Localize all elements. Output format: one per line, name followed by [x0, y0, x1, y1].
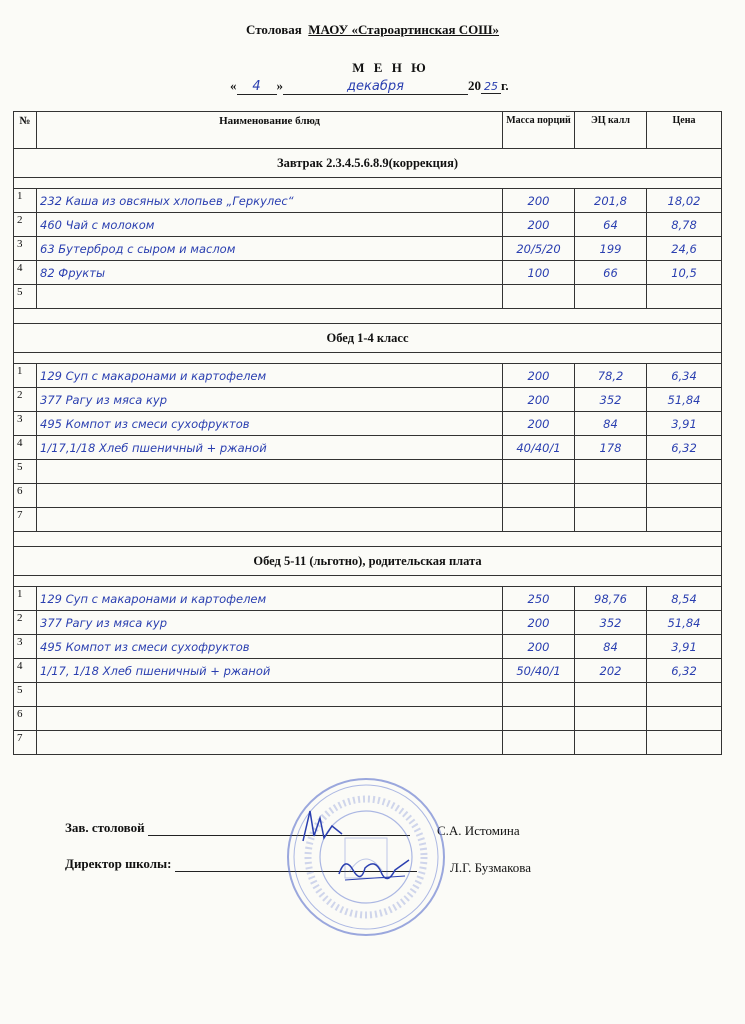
row-number: 5 [14, 460, 37, 484]
portion-mass [503, 707, 575, 731]
price [647, 285, 722, 309]
table-row [14, 683, 722, 707]
row-number: 6 [14, 484, 37, 508]
date-day: 4 [237, 79, 277, 95]
portion-mass [503, 285, 575, 309]
energy-kcal [575, 683, 647, 707]
portion-mass: 40/40/1 [503, 436, 575, 460]
column-header-price: Цена [647, 112, 722, 149]
dish-name: 1/17,1/18 Хлеб пшеничный + ржаной [37, 436, 503, 460]
portion-mass: 200 [503, 213, 575, 237]
energy-kcal: 98,76 [575, 587, 647, 611]
section-spacer [14, 309, 722, 324]
price: 8,54 [647, 587, 722, 611]
price: 3,91 [647, 635, 722, 659]
table-row [14, 484, 722, 508]
row-number: 4 [14, 436, 37, 460]
section-header-row [14, 149, 722, 178]
section-spacer [14, 178, 722, 189]
row-number: 6 [14, 707, 37, 731]
section-title: Обед 1-4 класс [14, 324, 722, 353]
table-header-row [14, 112, 722, 149]
portion-mass: 250 [503, 587, 575, 611]
table-row [14, 261, 722, 285]
table-row [14, 388, 722, 412]
section-spacer [14, 532, 722, 547]
dish-name [37, 285, 503, 309]
portion-mass [503, 508, 575, 532]
table-row [14, 213, 722, 237]
column-header-dish: Наименование блюд [37, 112, 503, 149]
price: 6,32 [647, 436, 722, 460]
price [647, 731, 722, 755]
dish-name: 377 Рагу из мяса кур [37, 388, 503, 412]
section-spacer [14, 576, 722, 587]
portion-mass: 20/5/20 [503, 237, 575, 261]
energy-kcal: 199 [575, 237, 647, 261]
dish-name: 495 Компот из смеси сухофруктов [37, 412, 503, 436]
portion-mass [503, 484, 575, 508]
table-row [14, 237, 722, 261]
price: 24,6 [647, 237, 722, 261]
portion-mass: 200 [503, 611, 575, 635]
section-spacer [14, 353, 722, 364]
price: 6,32 [647, 659, 722, 683]
canteen-head-name: С.А. Истомина [437, 823, 520, 838]
energy-kcal [575, 285, 647, 309]
row-number: 1 [14, 587, 37, 611]
table-row [14, 611, 722, 635]
document-header [0, 22, 745, 38]
energy-kcal [575, 484, 647, 508]
energy-kcal [575, 707, 647, 731]
date-year-prefix: 20 [468, 78, 481, 93]
date-year-unit: г. [501, 78, 509, 93]
section-title: Завтрак 2.3.4.5.6.8.9(коррекция) [14, 149, 722, 178]
energy-kcal: 84 [575, 635, 647, 659]
table-row [14, 587, 722, 611]
energy-kcal: 64 [575, 213, 647, 237]
price [647, 508, 722, 532]
row-number: 3 [14, 412, 37, 436]
dish-name: 63 Бутерброд с сыром и маслом [37, 237, 503, 261]
portion-mass [503, 460, 575, 484]
menu-table [13, 111, 722, 755]
column-header-kcal: ЭЦ калл [575, 112, 647, 149]
row-number: 7 [14, 508, 37, 532]
portion-mass: 50/40/1 [503, 659, 575, 683]
dish-name [37, 508, 503, 532]
school-name: МАОУ «Староартинская СОШ» [308, 22, 500, 37]
price: 8,78 [647, 213, 722, 237]
energy-kcal [575, 460, 647, 484]
energy-kcal: 352 [575, 388, 647, 412]
dish-name: 129 Суп с макаронами и картофелем [37, 587, 503, 611]
portion-mass: 100 [503, 261, 575, 285]
row-number: 5 [14, 285, 37, 309]
section-header-row [14, 324, 722, 353]
row-number: 4 [14, 659, 37, 683]
director-name: Л.Г. Бузмакова [450, 860, 532, 875]
portion-mass [503, 731, 575, 755]
document-title: М Е Н Ю [352, 60, 429, 75]
date-open-quote: « [230, 78, 237, 93]
director-signature-scribble [335, 852, 415, 888]
price: 6,34 [647, 364, 722, 388]
row-number: 3 [14, 237, 37, 261]
price: 51,84 [647, 388, 722, 412]
energy-kcal: 66 [575, 261, 647, 285]
date-year-suffix: 25 [481, 80, 501, 94]
table-row [14, 508, 722, 532]
price: 51,84 [647, 611, 722, 635]
portion-mass: 200 [503, 635, 575, 659]
row-number: 1 [14, 189, 37, 213]
table-row [14, 460, 722, 484]
section-title: Обед 5-11 (льготно), родительская плата [14, 547, 722, 576]
energy-kcal: 201,8 [575, 189, 647, 213]
row-number: 3 [14, 635, 37, 659]
canteen-head-label: Зав. столовой [65, 820, 145, 835]
price: 10,5 [647, 261, 722, 285]
row-number: 7 [14, 731, 37, 755]
table-row [14, 707, 722, 731]
energy-kcal [575, 508, 647, 532]
date-line [230, 78, 509, 95]
table-row [14, 731, 722, 755]
price: 18,02 [647, 189, 722, 213]
dish-name: 1/17, 1/18 Хлеб пшеничный + ржаной [37, 659, 503, 683]
table-row [14, 189, 722, 213]
date-close-quote: » [276, 78, 283, 93]
column-header-mass: Масса порций [503, 112, 575, 149]
dish-name: 495 Компот из смеси сухофруктов [37, 635, 503, 659]
table-row [14, 412, 722, 436]
dish-name [37, 460, 503, 484]
table-row [14, 659, 722, 683]
table-row [14, 635, 722, 659]
section-header-row [14, 547, 722, 576]
price [647, 683, 722, 707]
energy-kcal: 178 [575, 436, 647, 460]
dish-name [37, 683, 503, 707]
row-number: 5 [14, 683, 37, 707]
energy-kcal: 202 [575, 659, 647, 683]
table-row [14, 285, 722, 309]
row-number: 1 [14, 364, 37, 388]
energy-kcal: 78,2 [575, 364, 647, 388]
column-header-num: № [14, 112, 37, 149]
price [647, 484, 722, 508]
portion-mass [503, 683, 575, 707]
portion-mass: 200 [503, 189, 575, 213]
row-number: 2 [14, 213, 37, 237]
price: 3,91 [647, 412, 722, 436]
energy-kcal [575, 731, 647, 755]
row-number: 2 [14, 388, 37, 412]
dish-name: 82 Фрукты [37, 261, 503, 285]
price [647, 460, 722, 484]
dish-name [37, 484, 503, 508]
table-row [14, 364, 722, 388]
director-label: Директор школы: [65, 856, 172, 871]
dish-name [37, 731, 503, 755]
dish-name: 460 Чай с молоком [37, 213, 503, 237]
portion-mass: 200 [503, 364, 575, 388]
dish-name: 232 Каша из овсяных хлопьев „Геркулес“ [37, 189, 503, 213]
table-row [14, 436, 722, 460]
row-number: 2 [14, 611, 37, 635]
row-number: 4 [14, 261, 37, 285]
portion-mass: 200 [503, 412, 575, 436]
price [647, 707, 722, 731]
canteen-label: Столовая [245, 22, 302, 37]
energy-kcal: 84 [575, 412, 647, 436]
energy-kcal: 352 [575, 611, 647, 635]
dish-name [37, 707, 503, 731]
canteen-head-signature-scribble [298, 806, 348, 846]
date-month: декабря [283, 79, 468, 95]
portion-mass: 200 [503, 388, 575, 412]
dish-name: 377 Рагу из мяса кур [37, 611, 503, 635]
dish-name: 129 Суп с макаронами и картофелем [37, 364, 503, 388]
